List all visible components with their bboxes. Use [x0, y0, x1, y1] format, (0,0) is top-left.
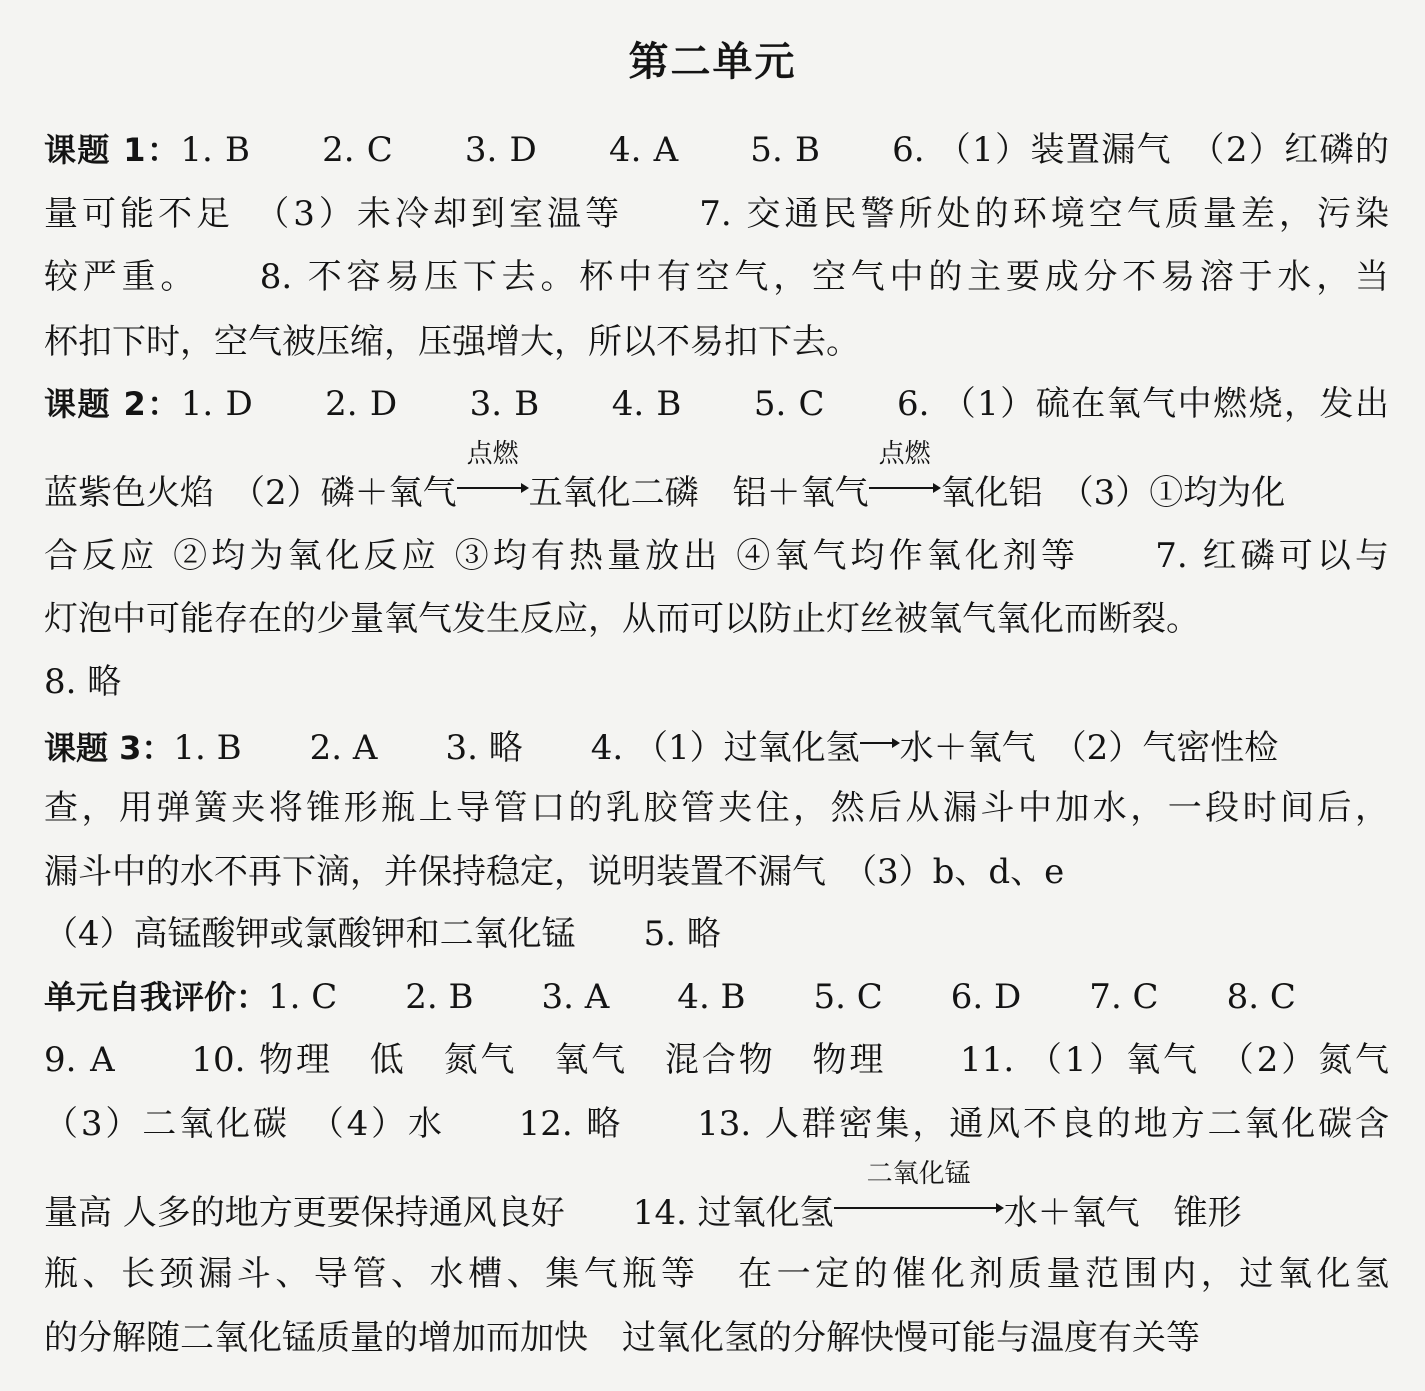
line-text: 合反应 ②均为氧化反应 ③均有热量放出 ④氧气均作氧化剂等 7. 红磷可以与 — [44, 536, 1389, 576]
reaction-condition: 二氧化锰 — [866, 1159, 971, 1189]
line-text: 蓝紫色火焰 （2）磷＋氧气 — [44, 473, 457, 513]
text-line — [44, 914, 1389, 954]
reaction-arrow — [834, 1159, 1004, 1224]
line-text: 水＋氧气 锥形 — [1003, 1193, 1242, 1233]
text-line — [44, 1318, 1389, 1358]
line-text: 水＋氧气 （2）气密性检 — [899, 728, 1279, 765]
section-label: 课题 3： — [44, 729, 174, 765]
reaction-line — [44, 440, 1389, 520]
section-label: 课题 2： — [44, 385, 181, 423]
arrow-icon — [457, 482, 529, 494]
line-text: 1. B 2. C 3. D 4. A 5. B 6. （1）装置漏气 （2）红磷的 — [180, 130, 1389, 170]
line-text: 漏斗中的水不再下滴，并保持稳定，说明装置不漏气 （3）b、d、e — [44, 852, 1065, 892]
text-line — [44, 725, 1389, 765]
reaction-condition: 点燃 — [878, 439, 931, 469]
line-text: 9. A 10. 物理 低 氮气 氧气 混合物 物理 11. （1）氧气 （2）氮气 — [44, 1040, 1389, 1080]
line-text: （3）二氧化碳 （4）水 12. 略 13. 人群密集，通风不良的地方二氧化碳含 — [44, 1104, 1389, 1144]
line-text: 瓶、长颈漏斗、导管、水槽、集气瓶等 在一定的催化剂质量范围内，过氧化氢 — [44, 1254, 1389, 1294]
text-line — [44, 194, 1389, 234]
line-text: 杯扣下时，空气被压缩，压强增大，所以不易扣下去。 — [44, 322, 860, 362]
line-text: 灯泡中可能存在的少量氧气发生反应，从而可以防止灯丝被氧气氧化而断裂。 — [44, 599, 1200, 639]
reaction-line — [44, 1160, 1389, 1240]
text-line — [44, 130, 1389, 170]
section-label: 单元自我评价： — [44, 978, 269, 1016]
reaction-arrow — [869, 439, 941, 504]
text-line — [44, 1254, 1389, 1294]
reaction-arrow — [457, 439, 529, 504]
line-text: 1. C 2. B 3. A 4. B 5. C 6. D 7. C 8. C — [268, 977, 1296, 1017]
line-text: 8. 略 — [44, 662, 122, 702]
text-line — [44, 536, 1389, 576]
page-title: 第二单元 — [628, 38, 797, 85]
text-line — [44, 322, 1389, 362]
line-text: 五氧化二磷 铝＋氧气 — [528, 473, 869, 513]
line-text: 1. B 2. A 3. 略 4. （1）过氧化氢 — [173, 728, 860, 765]
text-line — [44, 662, 1389, 702]
text-line — [44, 1104, 1389, 1144]
text-line — [44, 257, 1389, 297]
section-label: 课题 1： — [44, 131, 181, 169]
line-text: 查，用弹簧夹将锥形瓶上导管口的乳胶管夹住，然后从漏斗中加水，一段时间后， — [44, 788, 1389, 828]
text-line — [44, 977, 1389, 1017]
line-text: 量可能不足 （3）未冷却到室温等 7. 交通民警所处的环境空气质量差，污染 — [44, 194, 1389, 234]
text-line — [44, 852, 1389, 892]
line-text: 量高 人多的地方更要保持通风良好 14. 过氧化氢 — [44, 1193, 834, 1233]
reaction-arrow — [860, 725, 900, 759]
line-text: 的分解随二氧化锰质量的增加而加快 过氧化氢的分解快慢可能与温度有关等 — [44, 1318, 1200, 1358]
line-text: 1. D 2. D 3. B 4. B 5. C 6. （1）硫在氧气中燃烧，发出 — [180, 384, 1389, 424]
text-line — [44, 384, 1389, 424]
line-text: 氧化铝 （3）①均为化 — [940, 473, 1286, 513]
arrow-icon — [869, 482, 941, 494]
text-line — [44, 1040, 1389, 1080]
text-line — [44, 788, 1389, 828]
reaction-condition: 点燃 — [466, 439, 519, 469]
line-text: 较严重。 8. 不容易压下去。杯中有空气，空气中的主要成分不易溶于水，当 — [44, 257, 1389, 297]
arrow-icon — [834, 1202, 1004, 1214]
line-text: （4）高锰酸钾或氯酸钾和二氧化锰 5. 略 — [44, 914, 721, 954]
text-line — [44, 599, 1389, 639]
arrow-icon — [860, 737, 900, 749]
